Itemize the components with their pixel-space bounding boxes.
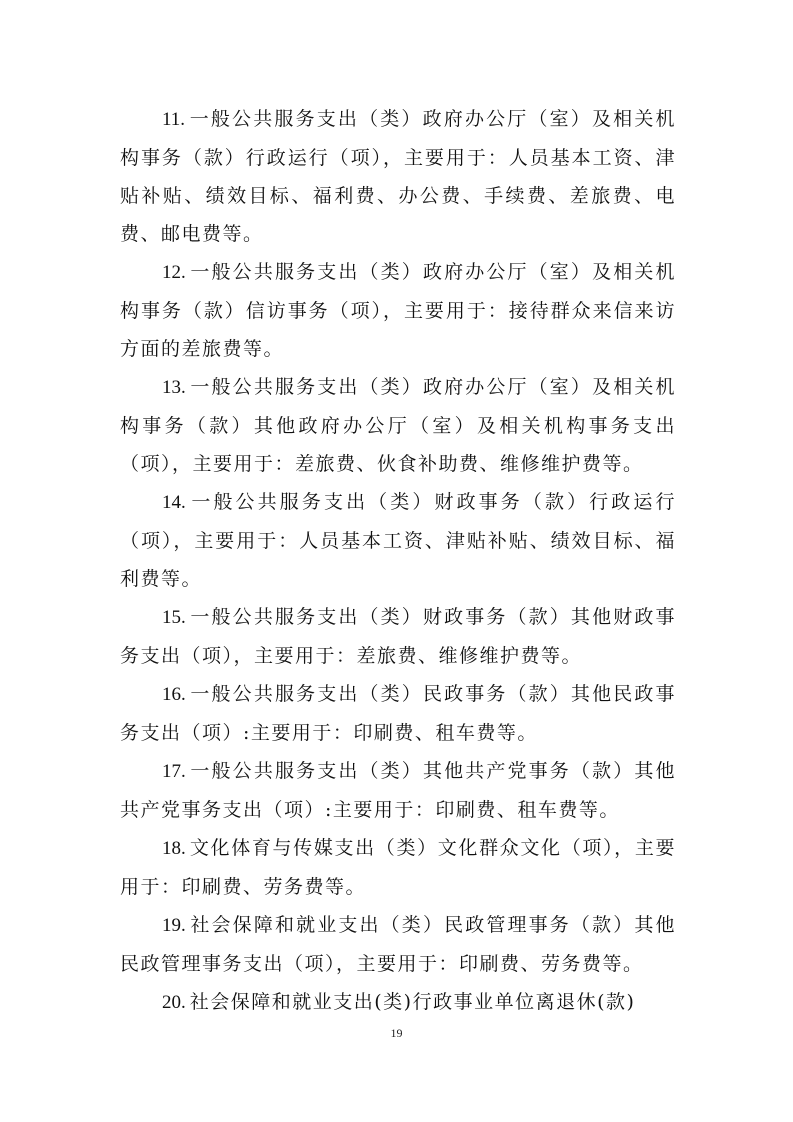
paragraph-text: 一般公共服务支出（类）政府办公厅（室）及相关机构事务（款）其他政府办公厅（室）及相关机构事务支出（项），主要用于：差旅费、伙食补助费、维修维护费等。 [120, 376, 676, 475]
paragraph-number: 16. [162, 684, 186, 705]
paragraph-text: 社会保障和就业支出(类)行政事业单位离退休(款) [189, 991, 636, 1013]
paragraph-item [120, 675, 676, 752]
document-body [120, 100, 676, 1022]
paragraph-item [120, 100, 676, 253]
paragraph-number: 18. [162, 838, 186, 859]
paragraph-item [120, 483, 676, 598]
paragraph-text: 文化体育与传媒支出（类）文化群众文化（项），主要用于：印刷费、劳务费等。 [120, 837, 676, 898]
paragraph-number: 13. [162, 377, 186, 398]
paragraph-number: 11. [162, 109, 186, 130]
paragraph-number: 17. [162, 761, 186, 782]
paragraph-item [120, 253, 676, 368]
paragraph-text: 一般公共服务支出（类）政府办公厅（室）及相关机构事务（款）信访事务（项），主要用于：接待群众来信来访方面的差旅费等。 [120, 261, 676, 360]
paragraph-text: 一般公共服务支出（类）政府办公厅（室）及相关机构事务（款）行政运行（项），主要用于：人员基本工资、津贴补贴、绩效目标、福利费、办公费、手续费、差旅费、电费、邮电费等。 [120, 108, 676, 245]
paragraph-number: 20. [162, 992, 186, 1013]
paragraph-number: 19. [162, 915, 186, 936]
paragraph-text: 一般公共服务支出（类）财政事务（款）其他财政事务支出（项），主要用于：差旅费、维修维护费等。 [120, 606, 676, 667]
paragraph-item [120, 983, 676, 1022]
paragraph-item [120, 598, 676, 675]
page-number: 19 [390, 1026, 403, 1040]
paragraph-number: 14. [162, 492, 186, 513]
paragraph-text: 一般公共服务支出（类）其他共产党事务（款）其他共产党事务支出（项）:主要用于：印刷费、租车费等。 [120, 760, 676, 821]
paragraph-item [120, 368, 676, 483]
paragraph-item [120, 906, 676, 983]
paragraph-number: 15. [162, 607, 186, 628]
paragraph-text: 一般公共服务支出（类）财政事务（款）行政运行（项），主要用于：人员基本工资、津贴补贴、绩效目标、福利费等。 [120, 491, 676, 590]
paragraph-item [120, 752, 676, 829]
paragraph-text: 社会保障和就业支出（类）民政管理事务（款）其他民政管理事务支出（项），主要用于：印刷费、劳务费等。 [120, 914, 676, 975]
paragraph-number: 12. [162, 262, 186, 283]
paragraph-text: 一般公共服务支出（类）民政事务（款）其他民政事务支出（项）:主要用于：印刷费、租车费等。 [120, 683, 676, 744]
paragraph-item [120, 829, 676, 906]
